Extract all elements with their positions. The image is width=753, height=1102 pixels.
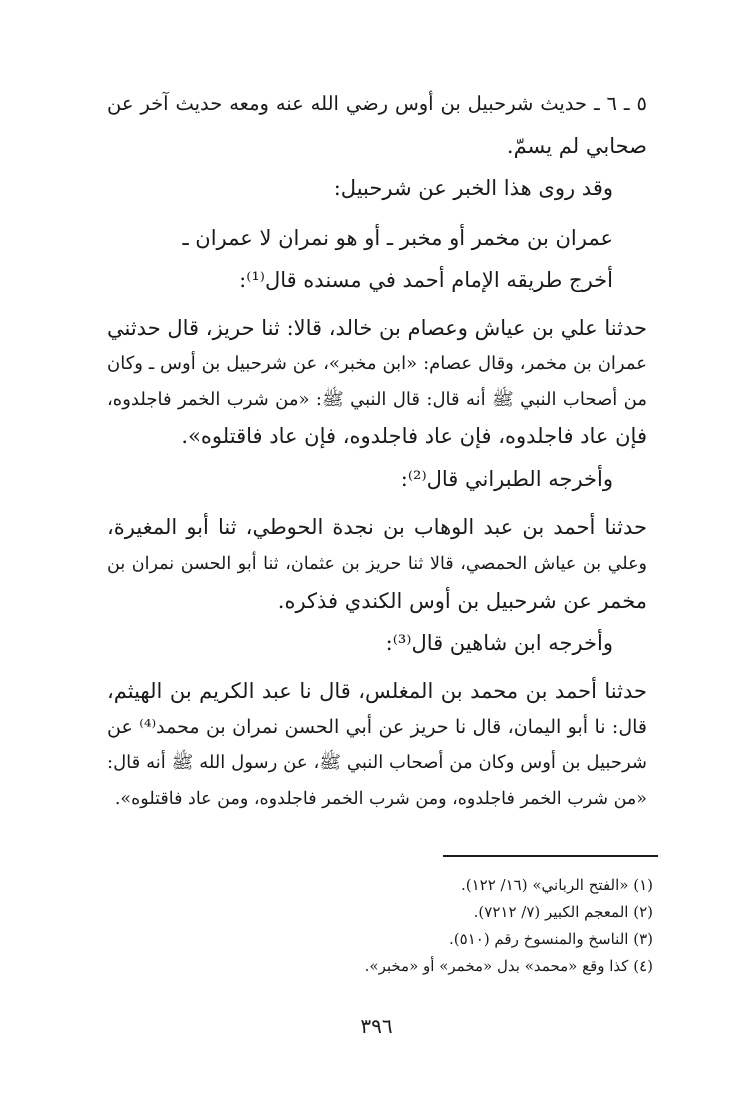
page-number: ٣٩٦ [360, 1014, 393, 1038]
hadith-text-2-line-2: وعلي بن عياش الحمصي، قالا ثنا حريز بن عثمان، ثنا أبو الحسن نمران بن [107, 554, 647, 574]
hadith-text-1-line-1: حدثنا علي بن عياش وعصام بن خالد، قالا: ثنا حريز، قال حدثني [107, 316, 647, 340]
footnote-separator [443, 855, 658, 857]
hadith-text-3-line-1: حدثنا أحمد بن محمد بن المغلس، قال نا عبد الكريم بن الهيثم، [107, 679, 647, 703]
paragraph-ahmad-source: أخرج طريقه الإمام أحمد في مسنده قال⁽¹⁾: [239, 268, 613, 292]
footnote-3: (٣) الناسخ والمنسوخ رقم (٥١٠). [449, 930, 653, 948]
paragraph-tabarani-source: وأخرجه الطبراني قال⁽²⁾: [400, 467, 613, 491]
hadith-text-3-line-2: قال: نا أبو اليمان، قال نا حريز عن أبي الحسن نمران بن محمد⁽⁴⁾ عن [107, 716, 647, 738]
hadith-text-2-line-3: مخمر عن شرحبيل بن أوس الكندي فذكره. [277, 589, 647, 613]
footnote-1: (١) «الفتح الرباني» (١٦/ ١٢٢). [460, 876, 653, 894]
hadith-text-3-line-4: «من شرب الخمر فاجلدوه، ومن شرب الخمر فاجلدوه، ومن عاد فاقتلوه». [114, 789, 647, 809]
hadith-text-1-line-2: عمران بن مخمر، وقال عصام: «ابن مخبر»، عن شرحبيل بن أوس ـ وكان [107, 353, 647, 374]
section-heading-line-2: صحابي لم يسمّ. [506, 134, 647, 158]
footnote-2: (٢) المعجم الكبير (٧/ ٧٢١٢). [473, 903, 653, 921]
hadith-text-1-line-3: من أصحاب النبي ﷺ أنه قال: قال النبي ﷺ: «من شرب الخمر فاجلدوه، [107, 389, 647, 410]
paragraph-narrator-name: عمران بن مخمر أو مخبر ـ أو هو نمران لا عمران ـ [182, 226, 613, 250]
hadith-text-1-line-4: فإن عاد فاجلدوه، فإن عاد فاجلدوه، فإن عاد فاقتلوه». [181, 424, 647, 448]
hadith-text-3-line-3: شرحبيل بن أوس وكان من أصحاب النبي ﷺ، عن رسول الله ﷺ أنه قال: [107, 752, 647, 773]
section-heading-line-1: ٥ ـ ٦ ـ حديث شرحبيل بن أوس رضي الله عنه ومعه حديث آخر عن [107, 92, 647, 115]
footnote-4: (٤) كذا وقع «محمد» بدل «مخمر» أو «مخبر». [364, 957, 653, 975]
hadith-text-2-line-1: حدثنا أحمد بن عبد الوهاب بن نجدة الحوطي، ثنا أبو المغيرة، [107, 515, 647, 539]
paragraph-narration-intro: وقد روى هذا الخبر عن شرحبيل: [333, 176, 613, 200]
paragraph-ibn-shahin-source: وأخرجه ابن شاهين قال⁽³⁾: [385, 631, 613, 655]
